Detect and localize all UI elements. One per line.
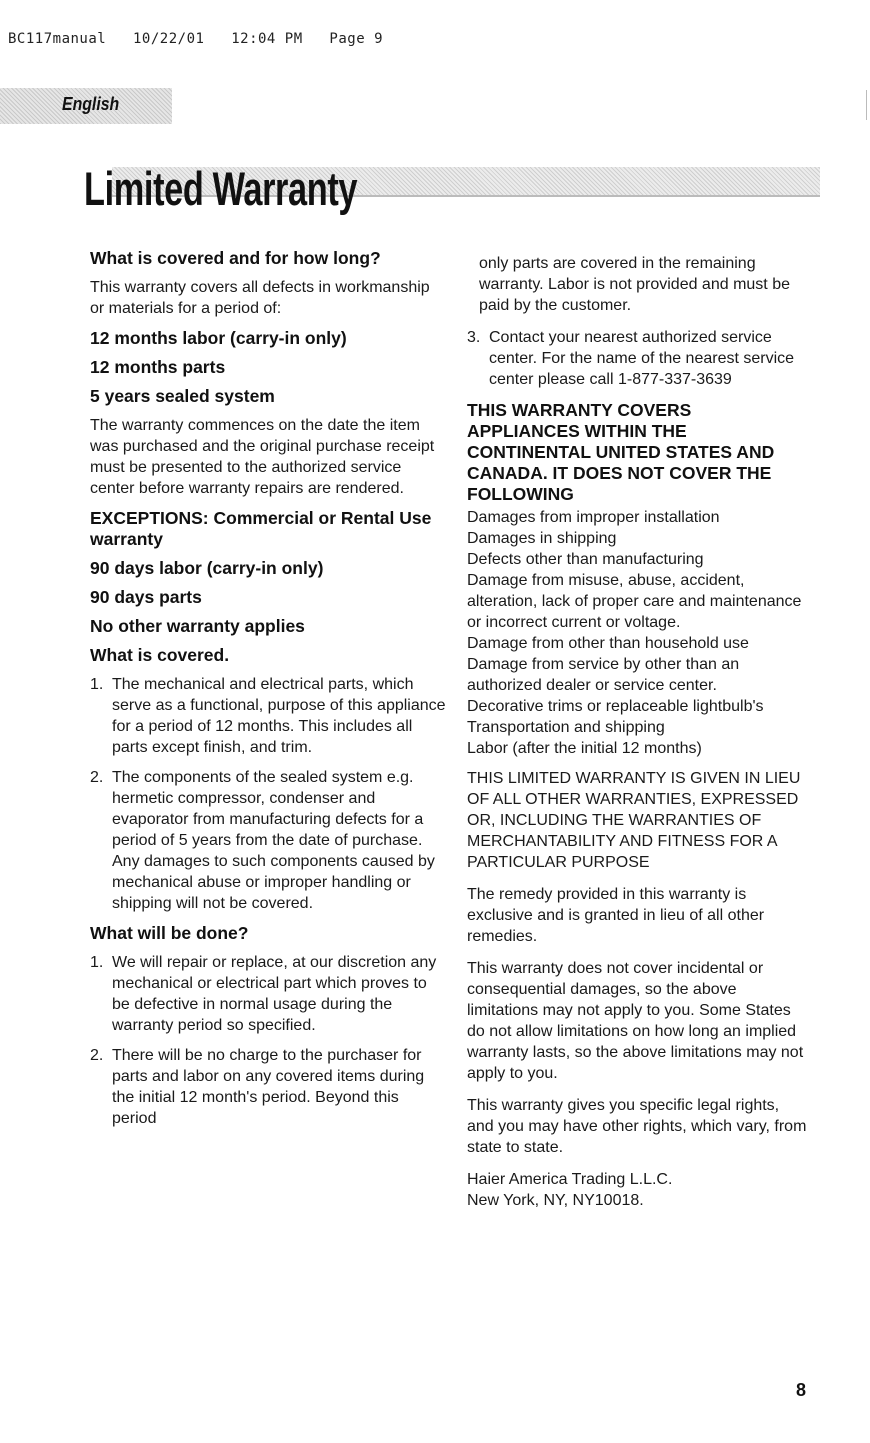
no-other-warranty: No other warranty applies — [90, 616, 305, 636]
list-number: 3. — [467, 329, 481, 346]
list-text: We will repair or replace, at our discretion any mechanical or electrical part which proves to be defective in normal usage during the warranty period so specified. — [112, 954, 437, 1034]
exclusion-item: Damages in shipping — [467, 530, 617, 547]
list-text: Contact your nearest authorized service center. For the name of the nearest service center please call 1-877-337-3639 — [489, 329, 795, 388]
exclusion-item: Labor (after the initial 12 months) — [467, 740, 702, 757]
list-item — [467, 327, 807, 390]
exclusion-item: Damage from service by other than an authorized dealer or service center. — [467, 656, 740, 694]
language-tab-label: English — [62, 94, 120, 114]
exclusion-item: Defects other than manufacturing — [467, 551, 704, 568]
coverage-exclusions-heading: THIS WARRANTY COVERS APPLIANCES WITHIN THE CONTINENTAL UNITED STATES AND CANADA. IT DOES NOT COVER THE FOLLOWING — [467, 400, 775, 504]
right-column — [467, 253, 807, 1211]
term-parts: 12 months parts — [90, 357, 226, 377]
exception-term-parts: 90 days parts — [90, 587, 202, 607]
list-item — [90, 767, 446, 914]
exclusions-list — [467, 507, 807, 759]
warranty-commencement: The warranty commences on the date the item was purchased and the original purchase receipt must be presented to the authorized service center before warranty repairs are rendered. — [90, 417, 435, 497]
list-text: There will be no charge to the purchaser for parts and labor on any covered items during the initial 12 month's period. Beyond this period — [112, 1047, 425, 1127]
coverage-intro: This warranty covers all defects in workmanship or materials for a period of: — [90, 279, 430, 317]
list-number: 2. — [90, 769, 104, 786]
exclusion-item: Transportation and shipping — [467, 719, 665, 736]
done-list — [90, 952, 446, 1129]
term-sealed-system: 5 years sealed system — [90, 386, 275, 406]
list-text: The components of the sealed system e.g. hermetic compressor, condenser and evaporator from manufacturing defects for a period of 5 years from the date of purchase. Any damages to such components caused by mechanical abuse or improper handling or shipping will not be covered. — [112, 769, 435, 912]
edge-mark — [866, 90, 867, 120]
list-item — [90, 674, 446, 758]
exclusion-item: Damages from improper installation — [467, 509, 720, 526]
heading-coverage-duration: What is covered and for how long? — [90, 248, 381, 268]
list-item — [90, 1045, 446, 1129]
list-number: 2. — [90, 1047, 104, 1064]
exclusive-remedy: The remedy provided in this warranty is exclusive and is granted in lieu of all other remedies. — [467, 886, 765, 945]
disclaimer-in-lieu: THIS LIMITED WARRANTY IS GIVEN IN LIEU OF ALL OTHER WARRANTIES, EXPRESSED OR, INCLUDING THE WARRANTIES OF MERCHANTABILITY AND FITNESS FOR A PARTICULAR PURPOSE — [467, 770, 801, 871]
continued-text: only parts are covered in the remaining warranty. Labor is not provided and must be paid by the customer. — [479, 255, 790, 314]
exclusion-item: Damage from other than household use — [467, 635, 749, 652]
page-title: Limited Warranty — [84, 162, 358, 215]
left-column — [90, 248, 446, 1138]
heading-what-will-be-done: What will be done? — [90, 923, 249, 943]
print-header: BC117manual 10/22/01 12:04 PM Page 9 — [8, 31, 384, 47]
exclusion-item: Damage from misuse, abuse, accident, alteration, lack of proper care and maintenance or incorrect current or voltage. — [467, 572, 802, 631]
list-number: 1. — [90, 954, 104, 971]
covered-list — [90, 674, 446, 914]
heading-what-is-covered: What is covered. — [90, 645, 230, 665]
term-labor: 12 months labor (carry-in only) — [90, 328, 347, 348]
incidental-damages: This warranty does not cover incidental or consequential damages, so the above limitations may not apply to you. Some States do not allow limitations on how long an implied warranty lasts, so the above limitations may not apply to you. — [467, 960, 804, 1082]
company-address: New York, NY, NY10018. — [467, 1192, 644, 1209]
list-item — [90, 952, 446, 1036]
exceptions-heading: EXCEPTIONS: Commercial or Rental Use warranty — [90, 508, 432, 549]
exception-term-labor: 90 days labor (carry-in only) — [90, 558, 324, 578]
list-text: The mechanical and electrical parts, which serve as a functional, purpose of this appliance for a period of 12 months. This includes all parts except finish, and trim. — [112, 676, 446, 756]
legal-rights: This warranty gives you specific legal rights, and you may have other rights, which vary, from state to state. — [467, 1097, 807, 1156]
page-number: 8 — [796, 1380, 807, 1400]
exclusion-item: Decorative trims or replaceable lightbulb's — [467, 698, 764, 715]
company-name: Haier America Trading L.L.C. — [467, 1171, 673, 1188]
list-number: 1. — [90, 676, 104, 693]
